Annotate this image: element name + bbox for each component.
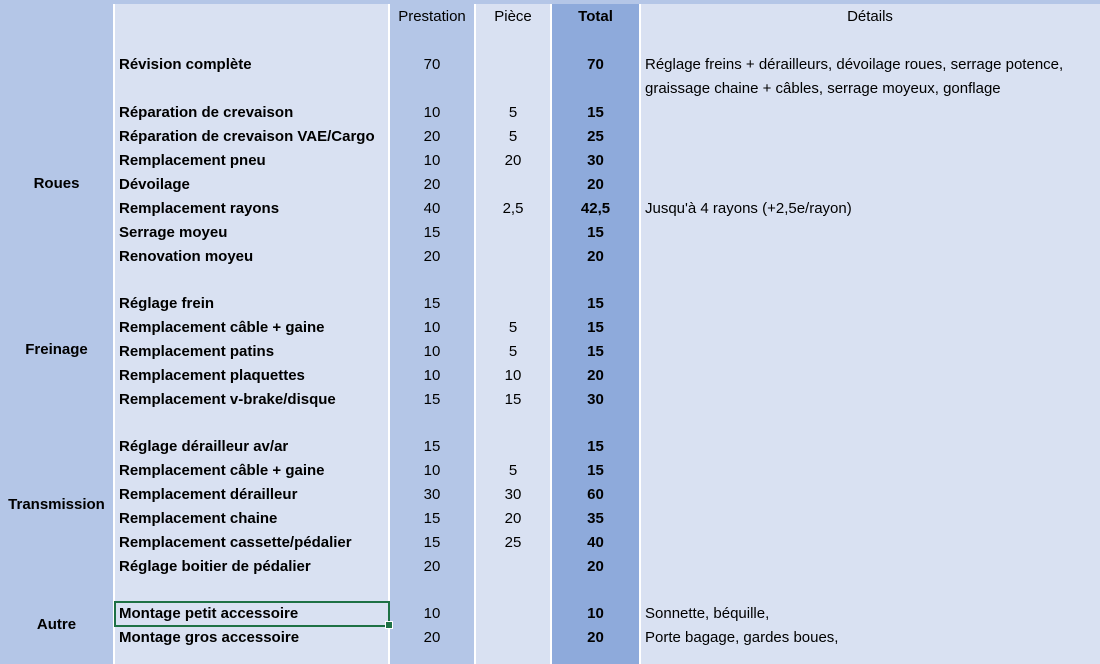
cell-prestation[interactable]: 20 [423,558,441,575]
cell-name[interactable]: Révision complète [119,56,252,73]
cell-prestation[interactable]: 20 [423,128,441,145]
cell-details[interactable]: Porte bagage, gardes boues, [645,629,839,646]
cell-total[interactable]: 30 [587,152,604,169]
cell-total[interactable]: 30 [587,391,604,408]
column-divider [113,4,115,664]
cell-prestation[interactable] [389,77,475,101]
cell-total[interactable]: 15 [587,319,604,336]
cell-details[interactable]: Sonnette, béquille, [645,605,770,622]
cell-piece[interactable] [475,221,551,245]
cell-prestation[interactable]: 10 [423,367,441,384]
cell-name[interactable]: Remplacement chaine [119,510,278,527]
cell-name[interactable]: Réglage boitier de pédalier [119,558,311,575]
cell-total[interactable]: 20 [587,629,604,646]
cell-prestation[interactable]: 10 [423,104,441,121]
cell-piece[interactable]: 5 [508,104,518,121]
cell-piece[interactable] [475,292,551,316]
cell-piece[interactable]: 5 [508,319,518,336]
cell-piece[interactable] [475,602,551,626]
details-column [640,4,1100,664]
cell-name[interactable]: Montage gros accessoire [119,629,300,646]
category-autre[interactable]: Autre [36,616,77,633]
cell-details[interactable]: Jusqu'à 4 rayons (+2,5e/rayon) [645,200,852,217]
cell-prestation[interactable]: 10 [423,343,441,360]
cell-total[interactable]: 42,5 [580,200,611,217]
cell-name[interactable]: Réparation de crevaison VAE/Cargo [119,128,375,145]
cell-name[interactable]: Remplacement câble + gaine [119,462,325,479]
cell-prestation[interactable]: 15 [423,224,441,241]
cell-prestation[interactable]: 10 [423,462,441,479]
cell-piece[interactable] [475,173,551,197]
cell-details[interactable]: graissage chaine + câbles, serrage moyeux, gonflage [645,80,1001,97]
cell-total[interactable]: 15 [587,343,604,360]
cell-prestation[interactable]: 15 [423,391,441,408]
cell-name[interactable]: Remplacement plaquettes [119,367,305,384]
cell-piece[interactable]: 5 [508,462,518,479]
cell-total[interactable]: 20 [587,367,604,384]
cell-piece[interactable]: 2,5 [502,200,524,217]
selected-cell-border [114,601,390,627]
cell-total[interactable]: 15 [587,104,604,121]
cell-details[interactable]: Réglage freins + dérailleurs, dévoilage roues, serrage potence, [645,56,1064,73]
cell-prestation[interactable]: 20 [423,176,441,193]
cell-total[interactable]: 35 [587,510,604,527]
cell-name[interactable]: Remplacement câble + gaine [119,319,325,336]
cell-total[interactable]: 70 [587,56,604,73]
cell-total[interactable]: 20 [587,176,604,193]
cell-total[interactable]: 60 [587,486,604,503]
cell-name[interactable]: Renovation moyeu [119,248,254,265]
cell-total[interactable] [551,77,640,101]
cell-prestation[interactable]: 40 [423,200,441,217]
cell-total[interactable]: 40 [587,534,604,551]
cell-piece[interactable]: 10 [504,367,522,384]
cell-name[interactable]: Remplacement dérailleur [119,486,298,503]
cell-total[interactable]: 20 [587,248,604,265]
cell-piece[interactable]: 5 [508,343,518,360]
cell-piece[interactable]: 15 [504,391,522,408]
cell-piece[interactable] [475,626,551,650]
cell-total[interactable]: 15 [587,438,604,455]
cell-piece[interactable]: 20 [504,152,522,169]
cell-name[interactable]: Remplacement rayons [119,200,280,217]
cell-piece[interactable] [475,53,551,77]
cell-total[interactable]: 10 [587,605,604,622]
header-total[interactable]: Total [578,8,613,25]
cell-name[interactable]: Remplacement cassette/pédalier [119,534,352,551]
cell-prestation[interactable]: 20 [423,629,441,646]
header-prestation[interactable]: Prestation [398,8,466,25]
cell-piece[interactable] [475,77,551,101]
cell-prestation[interactable]: 15 [423,510,441,527]
cell-name[interactable]: Réglage frein [119,295,215,312]
category-transmission[interactable]: Transmission [8,496,105,513]
cell-prestation[interactable]: 15 [423,534,441,551]
cell-name[interactable]: Remplacement pneu [119,152,266,169]
cell-prestation[interactable]: 15 [423,295,441,312]
cell-name[interactable]: Réglage dérailleur av/ar [119,438,289,455]
cell-piece[interactable]: 5 [508,128,518,145]
cell-piece[interactable] [475,555,551,579]
cell-piece[interactable]: 20 [504,510,522,527]
cell-piece[interactable] [475,435,551,459]
cell-name[interactable]: Réparation de crevaison [119,104,294,121]
cell-name[interactable]: Remplacement v-brake/disque [119,391,336,408]
cell-prestation[interactable]: 15 [423,438,441,455]
cell-total[interactable]: 15 [587,462,604,479]
category-roues[interactable]: Roues [33,175,80,192]
cell-prestation[interactable]: 30 [423,486,441,503]
cell-total[interactable]: 15 [587,224,604,241]
cell-prestation[interactable]: 20 [423,248,441,265]
cell-prestation[interactable]: 10 [423,152,441,169]
category-freinage[interactable]: Freinage [25,341,88,358]
cell-piece[interactable]: 30 [504,486,522,503]
cell-prestation[interactable]: 70 [423,56,441,73]
header-piece[interactable]: Pièce [494,8,532,25]
cell-total[interactable]: 15 [587,295,604,312]
cell-prestation[interactable]: 10 [423,605,441,622]
header-details[interactable]: Détails [847,8,893,25]
cell-prestation[interactable]: 10 [423,319,441,336]
cell-name[interactable]: Montage petit accessoire [119,605,299,622]
cell-name[interactable]: Serrage moyeu [119,224,228,241]
fill-handle[interactable] [385,621,393,629]
cell-piece[interactable]: 25 [504,534,522,551]
cell-total[interactable]: 25 [587,128,604,145]
cell-name[interactable]: Dévoilage [119,176,190,193]
cell-name[interactable]: Remplacement patins [119,343,275,360]
category-column [0,4,113,664]
cell-piece[interactable] [475,245,551,269]
cell-total[interactable]: 20 [587,558,604,575]
